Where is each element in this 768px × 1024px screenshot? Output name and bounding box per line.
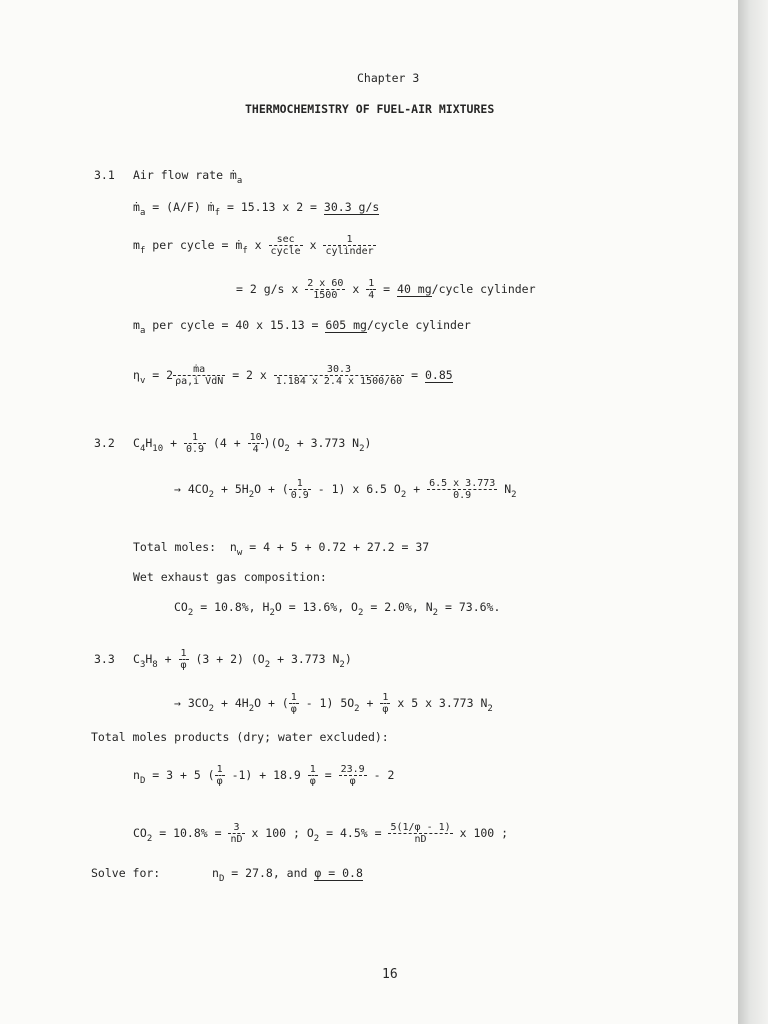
- problem-number-3-1: 3.1: [94, 168, 115, 182]
- result-air-flow: 30.3 g/s: [323, 200, 380, 214]
- page-edge: [738, 0, 768, 1024]
- eq-propane-products: → $3CO_2 + 4H_2O$ + ( $\frac{1}{\varphi}$ - 1) $5O_2$ + $\frac{1}{\varphi}$ x 5 x 3.773 $N_2$: [174, 692, 493, 715]
- eq-total-moles: Total moles: $n_w = 4 + 5 + 0.72 + 27.2 = 37$: [133, 540, 430, 558]
- eq-propane-combustion: $C_3H_8$ + $\frac{1}{\varphi}$ (3 + 2) ($O_2 + 3.773$ $N_2$): [133, 648, 352, 671]
- result-fuel-mass: 40 mg: [397, 282, 432, 296]
- eq-butane-combustion: $C_4H_{10}$ + $\frac{1}{0.9}$ (4 + $\frac{10}{4}$ )($O_2 + 3.773$ $N_2$): [133, 432, 372, 455]
- result-air-mass: 605 mg: [325, 318, 367, 332]
- total-moles-dry-label: Total moles products (dry; water excluded):: [91, 730, 389, 744]
- result-efficiency: 0.85: [425, 368, 453, 382]
- eq-air-mass-flow: ṁ$_a$ = (A/F) ṁ$_f$ = 15.13 x 2 = 30.3 g/s: [133, 200, 380, 218]
- eq-dry-moles: $n_D = 3 + 5$ ( $\frac{1}{\varphi}$ -1) + 18.9 $\frac{1}{\varphi}$ = $\frac{23.9}{\varphi}$ - 2: [133, 764, 395, 787]
- eq-volumetric-efficiency: $\eta_v = 2$ $\frac{\text{ṁa}}{\text{ρa,i VdN}}$ = 2 x $\frac{30.3}{1.184 x 2.4 x 1500/60}$ = 0.85: [133, 364, 453, 387]
- eq-butane-products: → $4CO_2 + 5H_2O$ + ( $\frac{1}{0.9}$ - 1) x 6.5 $O_2$ + $\frac{6.5 x 3.773}{0.9}$ $N_2$: [174, 478, 517, 501]
- page-number: 16: [382, 967, 398, 982]
- chapter-title: THERMOCHEMISTRY OF FUEL-AIR MIXTURES: [245, 102, 495, 116]
- solve-for-label: Solve for:: [91, 866, 161, 880]
- chapter-label: Chapter 3: [357, 71, 420, 85]
- result-equivalence-ratio: φ = 0.8: [314, 866, 363, 880]
- problem-number-3-3: 3.3: [94, 652, 115, 666]
- eq-air-per-cycle: $m_a$ per cycle = 40 x 15.13 = 605 mg/cycle cylinder: [133, 318, 471, 336]
- wet-exhaust-label: Wet exhaust gas composition:: [133, 570, 327, 584]
- eq-solution: $n_D = 27.8$, and φ = 0.8: [212, 866, 363, 884]
- problem-number-3-2: 3.2: [94, 436, 115, 450]
- eq-wet-composition: $CO_2 = 10.8\%$, $H_2O = 13.6\%$, $O_2 = 2.0\%$, $N_2 = 73.6\%$.: [174, 600, 501, 618]
- eq-dry-composition: $CO_2 = 10.8\%$ = $\frac{3}{nD}$ x 100 ; $O_2 = 4.5\%$ = $\frac{5(1/\varphi - 1)}{nD}$ x 100 ;: [133, 822, 509, 845]
- eq-fuel-per-cycle-value: = 2 g/s x $\frac{2 x 60}{1500}$ x $\frac{1}{4}$ = 40 mg/cycle cylinder: [236, 278, 536, 301]
- problem-3-1-heading: Air flow rate ṁ$_a$: [133, 168, 243, 186]
- eq-fuel-per-cycle: $m_f$ per cycle = ṁ$_f$ x $\frac{\sec}{\text{cycle}}$ x $\frac{1}{\text{cylinder}}$: [133, 234, 374, 257]
